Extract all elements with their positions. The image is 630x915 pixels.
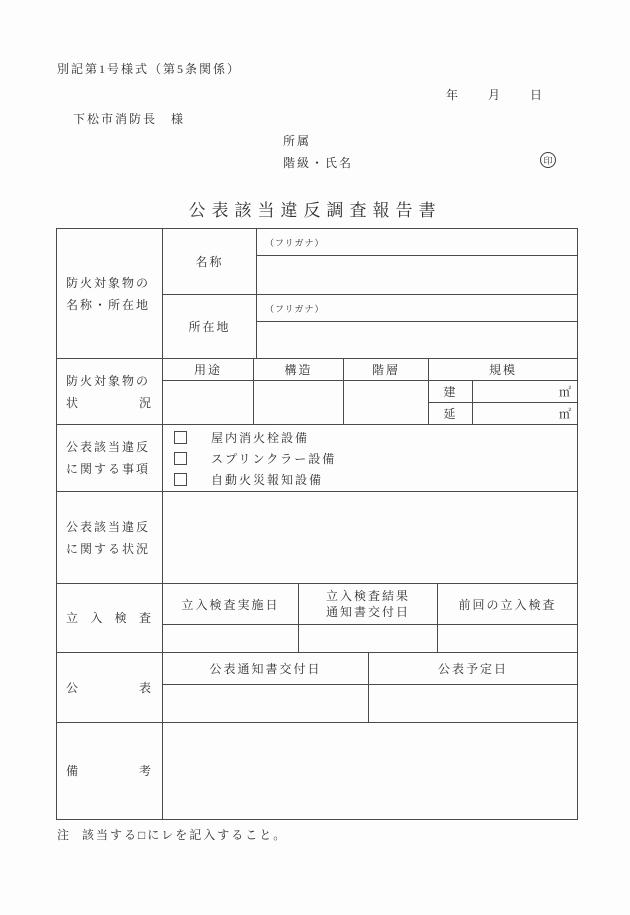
row-building [57,229,577,359]
row-status-header-line1: 防火対象物の [66,373,151,388]
row-remarks-header-label: 備考 [66,764,153,778]
violation-situation-field[interactable] [163,492,577,583]
inspection-result-header-line2: 通知書交付日 [325,605,410,619]
floors-column-header: 階層 [344,359,429,380]
report-table [56,228,578,820]
building-address-section [163,295,577,358]
page-title: 公表該当違反調査報告書 [188,201,442,220]
indoor-hydrant-label: 屋内消火栓設備 [211,430,310,445]
row-violation-situation-header-line2: に関する状況 [66,541,151,556]
addressee: 下松市消防長 様 [73,112,186,126]
row-publication-header-label: 公表 [66,680,153,695]
publication-column-headers [163,653,577,685]
name-label: 名称 [163,229,257,294]
row-remarks [57,723,577,819]
publication-notice-column-header: 公表通知書交付日 [163,653,369,684]
scale-building-field[interactable] [473,381,577,402]
row-building-header-line2: 名称・所在地 [66,297,151,312]
scale-column-header: 規模 [488,363,517,377]
structure-column-header: 構造 [254,359,344,380]
floors-field[interactable] [344,381,429,424]
furigana-label: （フリガナ） [265,303,325,314]
seal-icon: 印 [540,152,556,168]
row-violation-situation-header [57,492,163,583]
row-violation-items-header-line1: 公表該当違反 [66,440,151,454]
scale-area [429,381,577,424]
row-violation-items-header [57,425,163,491]
footnote-text: 該当する□にレを記入すること。 [82,828,288,842]
row-violation-items-header-line2: に関する事項 [66,462,151,476]
previous-inspection-field[interactable] [438,625,577,652]
row-building-header [57,229,163,358]
row-status-header [57,359,163,424]
fire-alarm-label: 自動火災報知設備 [211,472,324,487]
previous-inspection-column-header: 前回の立入検査 [458,597,557,612]
row-building-header-line1: 防火対象物の [66,275,151,290]
footnote [57,826,287,843]
violation-checkbox-list [163,425,577,491]
inspection-result-date-field[interactable] [299,625,438,652]
rank-name-label: 階級・氏名 [283,156,354,170]
name-field[interactable] [257,256,577,294]
row-inspection [57,584,577,653]
inspection-result-header-line1: 立入検査結果 [325,589,410,603]
scale-total-field[interactable] [473,403,577,424]
inspection-date-field[interactable] [163,625,299,652]
usage-field[interactable] [163,381,254,424]
address-label: 所在地 [163,295,257,358]
square-meter-unit: ㎡ [558,385,571,399]
scale-building-label: 建 [429,381,473,402]
row-remarks-header [57,723,163,819]
usage-column-header: 用途 [163,359,254,380]
publication-planned-date-field[interactable] [369,685,577,722]
date-line: 年 月 日 [446,88,545,102]
inspection-result-column-header [299,584,438,624]
furigana-label: （フリガナ） [265,237,325,248]
row-status-header-line2: 状況 [66,395,153,410]
row-status [57,359,577,425]
affiliation-label: 所属 [283,134,312,148]
list-item [174,448,577,469]
row-violation-items [57,425,577,492]
address-furigana-field[interactable] [257,295,577,322]
square-meter-unit: ㎡ [558,407,571,421]
row-inspection-header-label: 立入検査 [66,611,153,625]
scale-total-row [429,403,577,424]
indoor-hydrant-checkbox[interactable] [174,431,187,444]
sprinkler-label: スプリンクラー設備 [211,451,337,466]
status-column-headers [163,359,577,381]
inspection-date-column-header: 立入検査実施日 [163,584,299,624]
structure-field[interactable] [254,381,344,424]
row-violation-situation [57,492,577,584]
row-publication [57,653,577,723]
fire-alarm-checkbox[interactable] [174,473,187,486]
footnote-prefix: 注 [57,828,72,842]
inspection-column-headers [163,584,577,625]
publication-notice-date-field[interactable] [163,685,369,722]
building-name-section [163,229,577,295]
row-publication-header [57,653,163,722]
list-item [174,427,577,448]
publication-planned-column-header: 公表予定日 [437,662,508,676]
row-violation-situation-header-line1: 公表該当違反 [66,519,151,534]
address-field[interactable] [257,322,577,358]
form-number: 別記第1号様式（第5条関係） [57,62,242,76]
row-inspection-header [57,584,163,652]
name-furigana-field[interactable] [257,229,577,256]
sprinkler-checkbox[interactable] [174,452,187,465]
list-item [174,469,577,490]
scale-total-label: 延 [429,403,473,424]
scale-building-row [429,381,577,403]
remarks-field[interactable] [163,723,577,819]
